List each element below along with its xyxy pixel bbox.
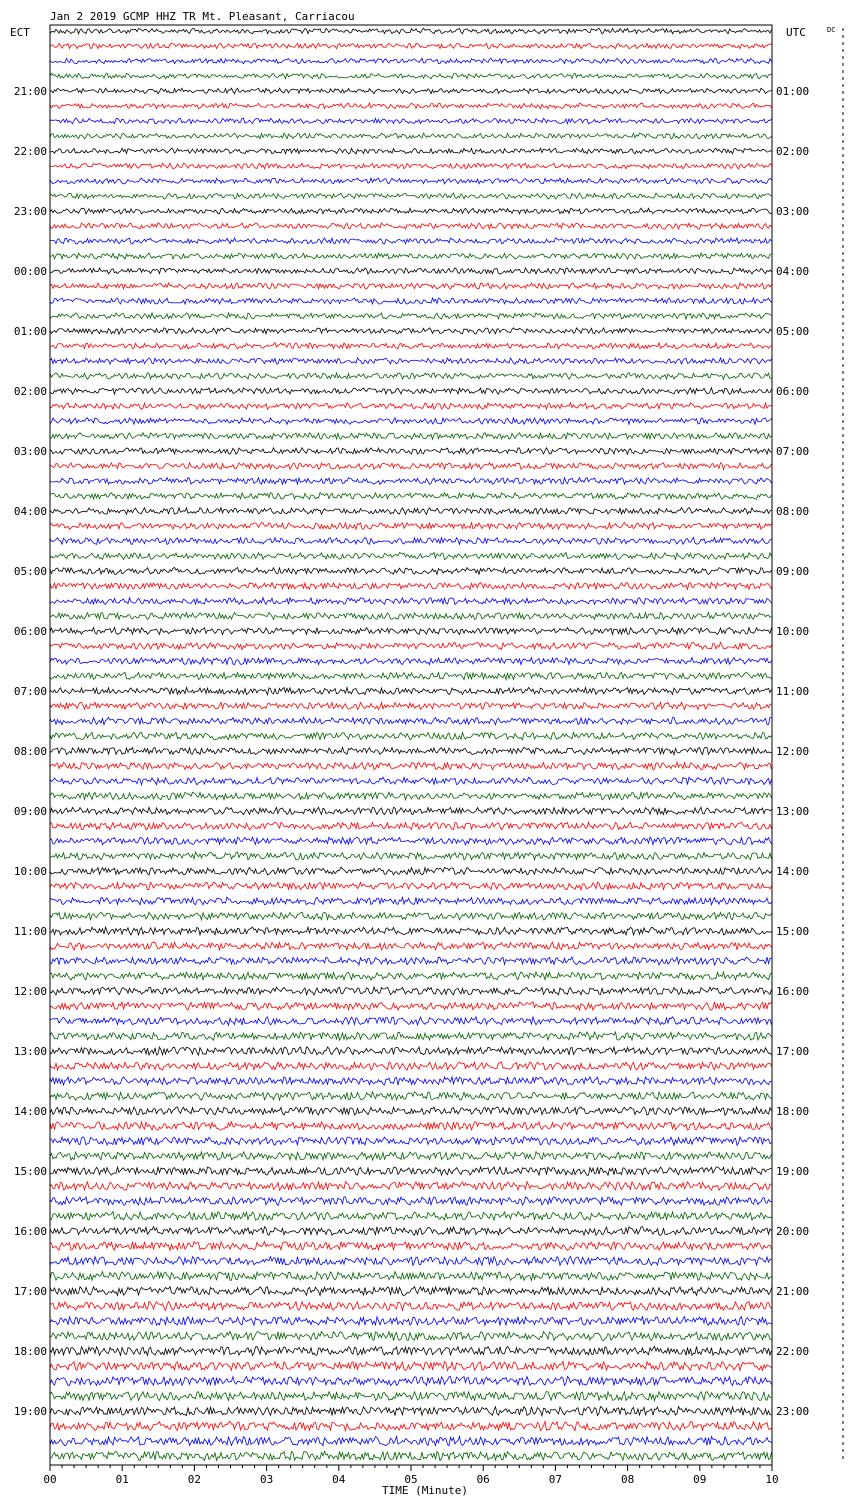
left-hour-label: 08:00 (13, 745, 47, 758)
left-hour-label: 22:00 (13, 145, 47, 158)
seismic-trace (50, 1047, 772, 1055)
seismic-trace (50, 268, 772, 274)
seismic-trace (50, 568, 772, 575)
seismic-trace (50, 283, 772, 289)
seismic-trace (50, 942, 772, 950)
chart-title: Jan 2 2019 GCMP HHZ TR Mt. Pleasant, Carriacou (50, 10, 355, 23)
seismic-trace (50, 58, 772, 64)
x-tick-label: 06 (476, 1473, 490, 1486)
seismic-trace (50, 1032, 772, 1040)
seismic-trace (50, 508, 772, 515)
seismic-trace (50, 822, 772, 830)
seismic-trace (50, 672, 772, 679)
seismic-trace (50, 627, 772, 634)
seismic-trace (50, 957, 772, 965)
left-hour-label: 16:00 (13, 1225, 47, 1238)
seismic-trace (50, 403, 772, 410)
right-hour-label: 03:00 (776, 205, 810, 218)
seismic-trace (50, 43, 772, 48)
seismic-trace (50, 1362, 772, 1371)
left-hour-label: 07:00 (13, 685, 47, 698)
seismic-trace (50, 1227, 772, 1236)
seismic-trace (50, 1107, 772, 1115)
left-hour-label: 04:00 (13, 505, 47, 518)
seismic-trace (50, 313, 772, 319)
seismic-trace (50, 1332, 772, 1341)
trace-group (50, 28, 772, 1460)
seismic-trace (50, 1092, 772, 1100)
seismic-trace (50, 1287, 772, 1296)
seismic-trace (50, 178, 772, 184)
seismic-trace (50, 1062, 772, 1070)
right-hour-label: 18:00 (776, 1105, 810, 1118)
seismic-trace (50, 103, 772, 109)
x-axis-label: TIME (Minute) (381, 1484, 469, 1497)
seismic-trace (50, 897, 772, 905)
seismic-trace (50, 1406, 772, 1415)
right-hour-label: 07:00 (776, 445, 810, 458)
right-hour-label: 10:00 (776, 625, 810, 638)
left-hour-label: 10:00 (13, 865, 47, 878)
seismic-trace (50, 1077, 772, 1085)
seismic-trace (50, 1242, 772, 1251)
right-timezone-label: UTC (786, 26, 806, 39)
right-hour-label: 05:00 (776, 325, 810, 338)
right-hour-label: 11:00 (776, 685, 810, 698)
left-hour-label: 03:00 (13, 445, 47, 458)
seismic-trace (50, 478, 772, 485)
seismic-trace (50, 1167, 772, 1176)
seismic-trace (50, 343, 772, 349)
seismic-trace (50, 1197, 772, 1206)
seismic-trace (50, 1436, 772, 1446)
seismic-trace (50, 133, 772, 139)
seismic-trace (50, 688, 772, 695)
seismic-trace (50, 208, 772, 214)
seismic-trace (50, 1421, 772, 1430)
seismic-trace (50, 1002, 772, 1010)
seismic-trace (50, 238, 772, 244)
left-hour-label: 19:00 (13, 1405, 47, 1418)
right-hour-label: 14:00 (776, 865, 810, 878)
right-hour-label: 02:00 (776, 145, 810, 158)
seismic-trace (50, 583, 772, 590)
seismic-trace (50, 328, 772, 334)
seismic-trace (50, 463, 772, 470)
left-hour-label: 18:00 (13, 1345, 47, 1358)
x-tick-label: 05 (404, 1473, 418, 1486)
right-hour-label: 15:00 (776, 925, 810, 938)
seismic-trace (50, 1302, 772, 1311)
right-hour-label: 12:00 (776, 745, 810, 758)
right-hour-label: 17:00 (776, 1045, 810, 1058)
seismic-trace (50, 792, 772, 800)
x-tick-label: 03 (259, 1473, 274, 1486)
x-tick-label: 04 (332, 1473, 346, 1486)
seismic-trace (50, 702, 772, 709)
seismic-trace (50, 732, 772, 739)
right-hour-label: 20:00 (776, 1225, 810, 1238)
left-hour-label: 09:00 (13, 805, 47, 818)
left-hour-label: 11:00 (13, 925, 47, 938)
left-hour-label: 15:00 (13, 1165, 47, 1178)
seismic-trace (50, 433, 772, 440)
seismic-trace (50, 1272, 772, 1281)
right-hour-label: 01:00 (776, 85, 810, 98)
left-hour-label: 02:00 (13, 385, 47, 398)
seismic-trace (50, 613, 772, 620)
seismic-trace (50, 1377, 772, 1386)
seismic-trace (50, 717, 772, 724)
right-hour-label: 23:00 (776, 1405, 810, 1418)
seismic-trace (50, 762, 772, 770)
seismic-trace (50, 358, 772, 364)
seismic-trace (50, 867, 772, 875)
seismic-trace (50, 193, 772, 199)
right-hour-labels (776, 85, 809, 1418)
seismic-trace (50, 1317, 772, 1326)
right-hour-label: 13:00 (776, 805, 810, 818)
x-tick-label: 09 (693, 1473, 707, 1486)
right-hour-label: 19:00 (776, 1165, 810, 1178)
x-tick-label: 02 (187, 1473, 202, 1486)
right-hour-label: 04:00 (776, 265, 810, 278)
x-tick-label: 00 (43, 1473, 57, 1486)
seismic-trace (50, 1346, 772, 1355)
seismic-trace (50, 298, 772, 304)
seismic-trace (50, 658, 772, 665)
right-hour-label: 16:00 (776, 985, 810, 998)
seismic-trace (50, 223, 772, 229)
right-hour-label: 08:00 (776, 505, 810, 518)
seismic-trace (50, 807, 772, 814)
seismic-trace (50, 493, 772, 500)
left-hour-label: 00:00 (13, 265, 47, 278)
seismic-trace (50, 1017, 772, 1025)
seismic-trace (50, 538, 772, 545)
right-hour-label: 22:00 (776, 1345, 810, 1358)
seismic-trace (50, 642, 772, 649)
seismic-trace (50, 118, 772, 124)
seismic-trace (50, 418, 772, 425)
seismic-trace (50, 1122, 772, 1131)
left-hour-label: 05:00 (13, 565, 47, 578)
seismic-trace (50, 553, 772, 560)
seismic-trace (50, 852, 772, 860)
seismic-trace (50, 253, 772, 259)
seismic-trace (50, 882, 772, 890)
left-hour-label: 23:00 (13, 205, 47, 218)
right-hour-label: 21:00 (776, 1285, 810, 1298)
seismic-trace (50, 837, 772, 845)
left-hour-labels (14, 85, 47, 1418)
seismic-trace (50, 1212, 772, 1221)
seismic-trace (50, 88, 772, 94)
left-hour-label: 13:00 (13, 1045, 47, 1058)
seismic-trace (50, 777, 772, 785)
seismic-trace (50, 148, 772, 154)
right-hour-label: 06:00 (776, 385, 810, 398)
seismic-trace (50, 1451, 772, 1460)
dc-label: DC (827, 26, 836, 34)
x-axis (43, 1465, 778, 1486)
seismic-trace (50, 1182, 772, 1191)
seismic-trace (50, 912, 772, 920)
left-timezone-label: ECT (10, 26, 30, 39)
x-tick-label: 01 (115, 1473, 129, 1486)
left-hour-label: 14:00 (13, 1105, 47, 1118)
seismic-trace (50, 1152, 772, 1160)
x-tick-label: 10 (765, 1473, 779, 1486)
seismic-trace (50, 523, 772, 530)
seismic-trace (50, 972, 772, 980)
seismic-trace (50, 73, 772, 79)
seismic-trace (50, 388, 772, 394)
seismic-trace (50, 28, 772, 34)
seismic-trace (50, 987, 772, 995)
left-hour-label: 17:00 (13, 1285, 47, 1298)
right-hour-label: 09:00 (776, 565, 810, 578)
x-tick-label: 08 (620, 1473, 635, 1486)
left-hour-label: 01:00 (13, 325, 47, 338)
seismic-trace (50, 373, 772, 379)
seismic-trace (50, 1392, 772, 1401)
seismic-trace (50, 598, 772, 605)
seismic-trace (50, 448, 772, 455)
seismic-trace (50, 1257, 772, 1266)
left-hour-label: 12:00 (13, 985, 47, 998)
seismic-trace (50, 163, 772, 169)
seismic-trace (50, 1137, 772, 1145)
left-hour-label: 21:00 (13, 85, 47, 98)
x-tick-label: 07 (548, 1473, 563, 1486)
seismic-trace (50, 927, 772, 935)
left-hour-label: 06:00 (13, 625, 47, 638)
seismic-trace (50, 747, 772, 754)
